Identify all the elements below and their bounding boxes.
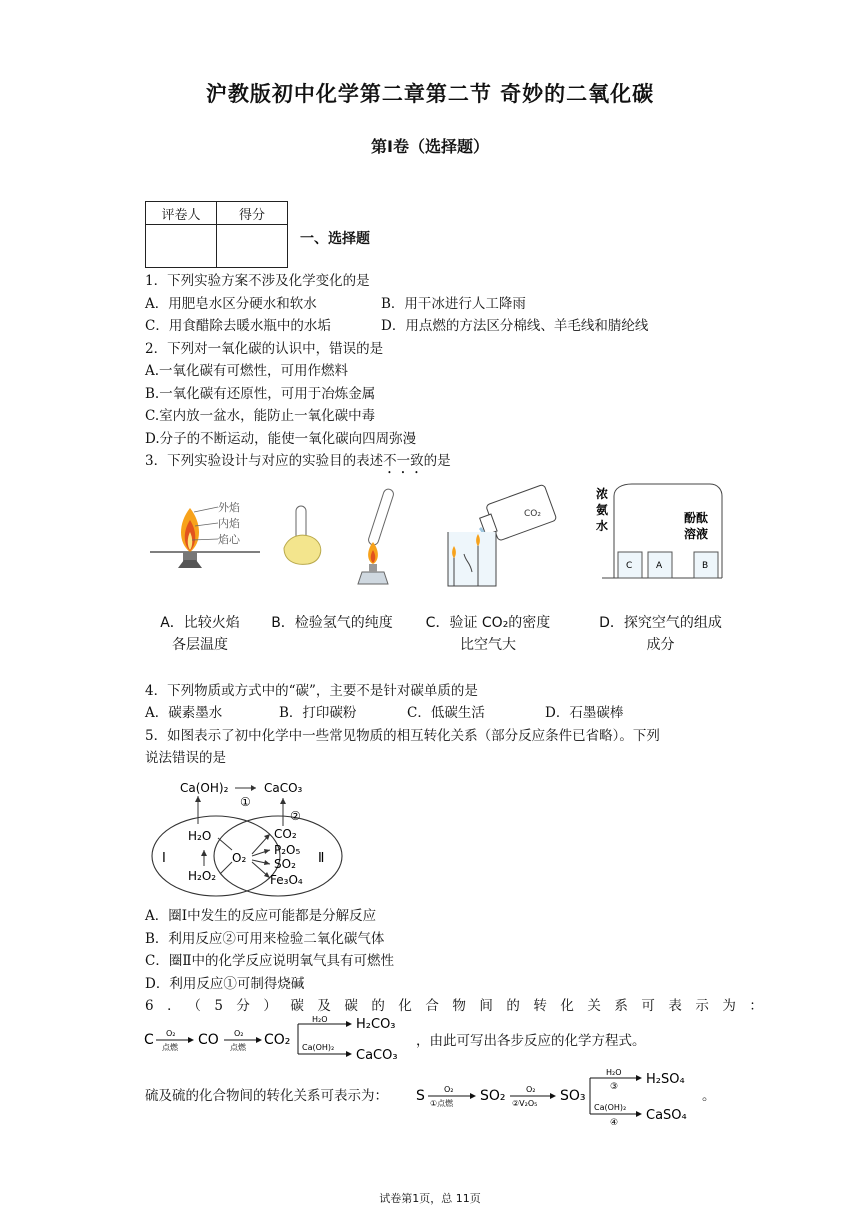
- score-header: 得分: [217, 202, 288, 225]
- svg-text:P₂O₅: P₂O₅: [274, 843, 301, 857]
- svg-text:B: B: [702, 561, 709, 571]
- q5-option-a[interactable]: A．圈Ⅰ中发生的反应可能都是分解反应: [145, 908, 377, 924]
- svg-text:A: A: [656, 561, 663, 571]
- svg-text:H₂CO₃: H₂CO₃: [356, 1017, 396, 1032]
- svg-text:O₂: O₂: [232, 851, 247, 865]
- q1-option-c[interactable]: C．用食醋除去暖水瓶中的水垢: [145, 318, 331, 334]
- section-heading: 一、选择题: [300, 231, 370, 247]
- svg-text:H₂O: H₂O: [188, 829, 212, 843]
- svg-text:O₂: O₂: [166, 1029, 176, 1038]
- svg-text:酚酞: 酚酞: [684, 511, 709, 525]
- q3-stem: 3．下列实验设计与对应的实验目的表述不一致的是: [145, 453, 451, 469]
- q4-option-b[interactable]: B．打印碳粉: [279, 705, 357, 721]
- caption-a: A．比较火焰 各层温度: [160, 615, 240, 653]
- q1-option-b[interactable]: B．用干冰进行人工降雨: [381, 296, 526, 312]
- caption-c: C．验证 CO₂的密度 比空气大: [425, 615, 551, 653]
- svg-text:H₂SO₄: H₂SO₄: [646, 1072, 685, 1087]
- svg-text:H₂O: H₂O: [606, 1068, 622, 1077]
- svg-text:H₂O₂: H₂O₂: [188, 869, 217, 883]
- svg-text:点燃: 点燃: [230, 1043, 246, 1052]
- q4-options: [145, 703, 705, 723]
- label-outer-flame: 外焰: [218, 501, 240, 514]
- gas-label: CO₂: [524, 509, 541, 519]
- svg-text:Ca(OH)₂: Ca(OH)₂: [594, 1103, 627, 1112]
- q6-sulfur-tail: 。: [702, 1088, 716, 1104]
- q6-stem: 6．（5分）碳及碳的化合物间的转化关系可表示为：: [145, 998, 777, 1014]
- q5-option-c[interactable]: C．圈Ⅱ中的化学反应说明氧气具有可燃性: [145, 953, 395, 969]
- svg-text:点燃: 点燃: [162, 1043, 178, 1052]
- svg-text:Fe₃O₄: Fe₃O₄: [270, 873, 303, 887]
- caption-b: B．检验氢气的纯度: [271, 615, 393, 631]
- svg-text:Ca(OH)₂: Ca(OH)₂: [302, 1043, 335, 1052]
- q4-option-d[interactable]: D．石墨碳棒: [545, 705, 624, 721]
- label-inner-flame: 内焰: [218, 517, 240, 530]
- q2-option-c[interactable]: C.室内放一盆水，能防止一氧化碳中毒: [145, 408, 376, 424]
- svg-text:①点燃: ①点燃: [430, 1099, 454, 1108]
- svg-text:氨: 氨: [596, 503, 609, 517]
- q1-options-cd: [145, 316, 649, 336]
- q5-stem-line1: 5．如图表示了初中化学中一些常见物质的相互转化关系（部分反应条件已省略）。下列: [145, 728, 660, 744]
- q4-stem: 4．下列物质或方式中的“碳”，主要不是针对碳单质的是: [145, 683, 478, 699]
- svg-text:CaCO₃: CaCO₃: [264, 781, 303, 795]
- svg-text:CO₂: CO₂: [274, 827, 297, 841]
- svg-text:O₂: O₂: [444, 1085, 454, 1094]
- q6-sulfur-intro: 硫及硫的化合物间的转化关系可表示为：: [145, 1088, 388, 1104]
- section-subtitle: 第Ⅰ卷（选择题）: [371, 137, 489, 156]
- q2-option-a[interactable]: A.一氧化碳有可燃性，可用作燃料: [145, 363, 349, 379]
- svg-text:C: C: [144, 1032, 154, 1048]
- page-footer: 试卷第1页，总 11页: [379, 1192, 481, 1205]
- q5-diagram: [148, 774, 348, 902]
- q1-option-d[interactable]: D．用点燃的方法区分棉线、羊毛线和腈纶线: [381, 318, 649, 334]
- svg-text:S: S: [416, 1088, 425, 1104]
- ring-one: [152, 816, 280, 896]
- svg-text:①: ①: [240, 795, 251, 809]
- svg-text:③: ③: [610, 1082, 619, 1092]
- q3-figure-c: [440, 482, 560, 597]
- q4-option-c[interactable]: C．低碳生活: [407, 705, 485, 721]
- carbon-conversion-chain: [140, 1014, 415, 1064]
- q4-option-a[interactable]: A．碳素墨水: [145, 705, 223, 721]
- svg-text:CaCO₃: CaCO₃: [356, 1048, 398, 1063]
- q5-stem-line2: 说法错误的是: [145, 750, 226, 766]
- q3-figure-b: [280, 484, 410, 594]
- svg-text:CaSO₄: CaSO₄: [646, 1108, 687, 1123]
- svg-text:O₂: O₂: [234, 1029, 244, 1038]
- q3-figure-a: [150, 488, 260, 588]
- q2-stem: 2．下列对一氧化碳的认识中，错误的是: [145, 341, 384, 357]
- q1-stem: 1．下列实验方案不涉及化学变化的是: [145, 273, 370, 289]
- q2-option-d[interactable]: D.分子的不断运动，能使一氧化碳向四周弥漫: [145, 431, 417, 447]
- svg-text:O₂: O₂: [526, 1085, 536, 1094]
- svg-text:C: C: [626, 561, 633, 571]
- score-table: [145, 201, 288, 268]
- svg-text:Ⅱ: Ⅱ: [318, 851, 325, 866]
- svg-text:④: ④: [610, 1118, 619, 1126]
- q2-option-b[interactable]: B.一氧化碳有还原性，可用于冶炼金属: [145, 386, 376, 402]
- svg-text:浓: 浓: [596, 487, 609, 501]
- svg-text:CO₂: CO₂: [264, 1032, 291, 1048]
- svg-text:CO: CO: [198, 1032, 219, 1048]
- svg-text:Ⅰ: Ⅰ: [162, 851, 166, 866]
- sulfur-conversion-chain: [412, 1062, 702, 1126]
- svg-text:Ca(OH)₂: Ca(OH)₂: [180, 781, 229, 795]
- svg-text:SO₃: SO₃: [560, 1088, 586, 1104]
- reviewer-header: 评卷人: [146, 202, 217, 225]
- reviewer-cell[interactable]: [146, 225, 217, 268]
- svg-text:SO₂: SO₂: [480, 1088, 506, 1104]
- svg-text:水: 水: [596, 519, 609, 533]
- svg-text:②V₂O₅: ②V₂O₅: [512, 1099, 538, 1108]
- hand-icon: [284, 535, 321, 564]
- score-cell[interactable]: [217, 225, 288, 268]
- caption-d: D．探究空气的组成 成分: [599, 615, 722, 653]
- q5-option-b[interactable]: B．利用反应②可用来检验二氧化碳气体: [145, 931, 385, 947]
- page-title: 沪教版初中化学第二章第二节 奇妙的二氧化碳: [205, 82, 655, 106]
- q1-options-ab: [145, 294, 526, 314]
- svg-text:②: ②: [290, 809, 301, 823]
- q3-emphasis: 不一致: [383, 453, 424, 469]
- svg-text:H₂O: H₂O: [312, 1015, 328, 1024]
- svg-text:SO₂: SO₂: [274, 857, 296, 871]
- label-flame-core: 焰心: [218, 533, 240, 546]
- q5-option-d[interactable]: D．利用反应①可制得烧碱: [145, 976, 305, 992]
- q1-option-a[interactable]: A．用肥皂水区分硬水和软水: [145, 296, 317, 312]
- svg-text:溶液: 溶液: [684, 527, 709, 541]
- q6-carbon-tail: ，由此可写出各步反应的化学方程式。: [416, 1033, 646, 1049]
- q3-figure-d: [592, 482, 727, 592]
